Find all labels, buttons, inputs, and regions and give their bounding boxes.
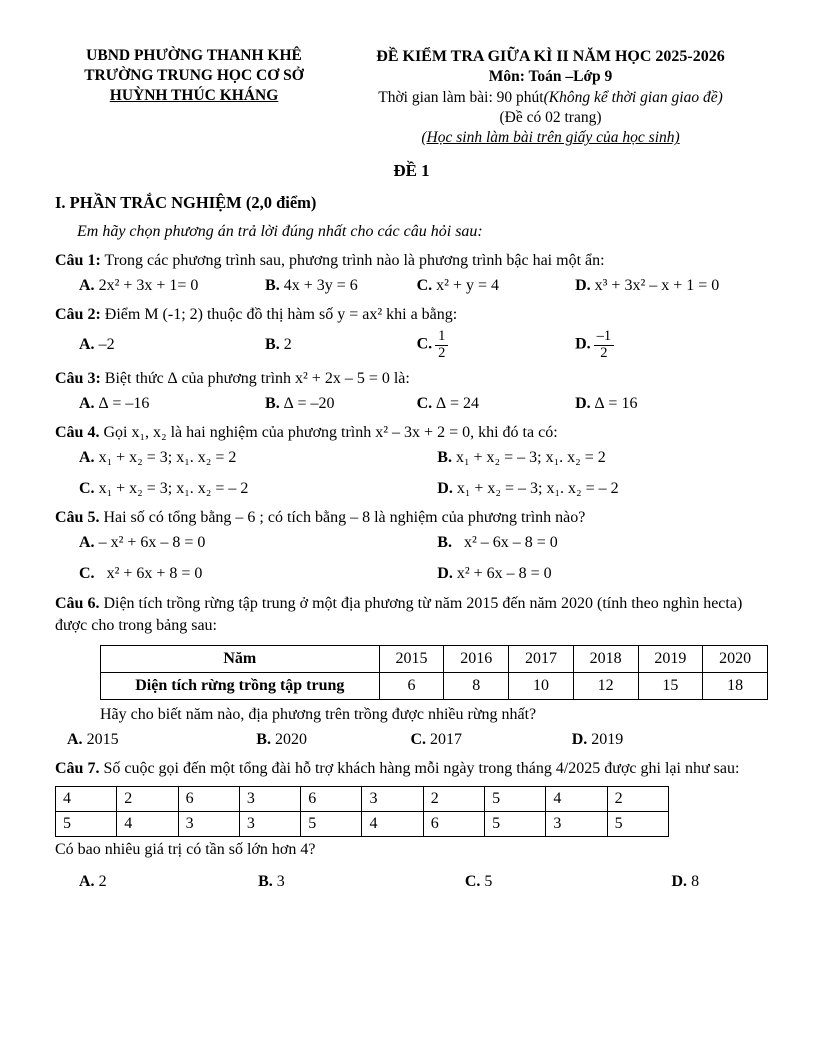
option-letter: B. <box>265 335 280 353</box>
option-a <box>79 532 437 554</box>
option-b <box>265 275 417 297</box>
data-cell: 2 <box>607 787 668 812</box>
option-text: ∆ = 24 <box>436 394 479 412</box>
data-cell: 4 <box>546 787 607 812</box>
exam-code: ĐỀ 1 <box>393 160 430 180</box>
question-stem <box>55 304 768 326</box>
options-row <box>67 729 768 751</box>
org-line-2: TRƯỜNG TRUNG HỌC CƠ SỞ <box>84 67 304 85</box>
option-text: x² – 6x – 8 = 0 <box>463 534 558 552</box>
question-text: Trong các phương trình sau, phương trình nào là phương trình bậc hai một ẩn: <box>104 252 605 270</box>
option-b <box>437 532 768 554</box>
option-letter: C. <box>464 873 481 891</box>
table-row <box>101 672 768 699</box>
option-text: x² + 6x + 8 = 0 <box>106 565 203 583</box>
data-cell: 3 <box>239 787 300 812</box>
question-6 <box>55 593 768 751</box>
option-text: – x² + 6x – 8 = 0 <box>98 534 206 552</box>
option-text: 8 <box>691 873 700 891</box>
data-cell: 4 <box>117 812 178 837</box>
year-cell: 2015 <box>379 645 444 672</box>
option-a <box>79 871 258 893</box>
exam-info-block <box>333 46 768 149</box>
option-text: x₁ + x₂ = – 3; x₁. x₂ = 2 <box>455 449 606 467</box>
value-cell: 6 <box>379 672 444 699</box>
fraction-numerator: –1 <box>594 329 615 345</box>
duration-note: (Không kể thời gian giao đề) <box>543 88 723 106</box>
option-text: 3 <box>276 873 285 891</box>
question-5 <box>55 507 768 585</box>
option-b <box>265 334 417 356</box>
option-text: x₁ + x₂ = 3; x₁. x₂ = – 2 <box>98 480 249 498</box>
option-letter: A. <box>79 449 95 467</box>
data-cell: 5 <box>301 812 362 837</box>
question-stem <box>55 507 768 529</box>
option-d <box>437 563 768 585</box>
option-text: x₁ + x₂ = – 3; x₁. x₂ = – 2 <box>456 480 619 498</box>
data-cell: 3 <box>362 787 423 812</box>
data-cell: 3 <box>239 812 300 837</box>
question-4 <box>55 422 768 500</box>
org-line-1: UBND PHƯỜNG THANH KHÊ <box>86 47 302 64</box>
data-cell: 6 <box>423 812 484 837</box>
option-text: 2x² + 3x + 1= 0 <box>98 277 199 295</box>
value-cell: 12 <box>573 672 638 699</box>
option-a <box>79 447 437 469</box>
option-c <box>417 275 575 297</box>
question-label: Câu 6. <box>55 594 100 612</box>
option-letter: D. <box>671 873 688 891</box>
fraction <box>594 329 615 360</box>
duration-text: Thời gian làm bài: 90 phút <box>378 88 544 106</box>
question-stem <box>55 593 768 637</box>
option-letter: A. <box>79 534 95 552</box>
data-cell: 4 <box>362 812 423 837</box>
subject-line: Môn: Toán –Lớp 9 <box>488 68 613 86</box>
duration-line <box>333 88 768 108</box>
option-text: x₁ + x₂ = 3; x₁. x₂ = 2 <box>98 449 237 467</box>
option-letter: C. <box>79 480 95 498</box>
data-cell: 5 <box>485 812 546 837</box>
options-row <box>79 871 768 893</box>
option-text: ∆ = 16 <box>594 394 638 412</box>
question-text: Số cuộc gọi đến một tổng đài hỗ trợ khách hàng mỗi ngày trong tháng 4/2025 được ghi lại như sau: <box>103 759 740 777</box>
question-text: Điểm M (-1; 2) thuộc đồ thị hàm số y = ax² khi a bằng: <box>104 306 458 324</box>
question-3 <box>55 368 768 415</box>
option-b <box>265 393 417 415</box>
question-label: Câu 4. <box>55 424 100 442</box>
options-grid <box>79 532 768 585</box>
section-intro: Em hãy chọn phương án trả lời đúng nhất cho các câu hỏi sau: <box>77 223 483 241</box>
table-row <box>101 645 768 672</box>
data-cell: 3 <box>546 812 607 837</box>
question-stem <box>55 758 768 780</box>
year-cell: 2017 <box>509 645 574 672</box>
option-letter: A. <box>79 394 95 412</box>
value-cell: 18 <box>703 672 768 699</box>
question-text: Diện tích trồng rừng tập trung ở một địa phương từ năm 2015 đến năm 2020 (tính theo nghìn hecta) được cho trong bảng sau: <box>55 594 743 634</box>
exam-title: ĐỀ KIỂM TRA GIỮA KÌ II NĂM HỌC 2025-2026 <box>376 48 725 65</box>
options-row <box>79 275 768 297</box>
option-text: –2 <box>98 335 115 353</box>
option-letter: B. <box>265 394 280 412</box>
fraction-denominator: 2 <box>438 344 446 361</box>
option-text: 2 <box>98 873 107 891</box>
option-text: ∆ = –20 <box>283 394 335 412</box>
option-letter: D. <box>437 565 453 583</box>
option-text: x² + y = 4 <box>436 277 499 295</box>
option-text: 2019 <box>591 730 624 748</box>
data-cell: 4 <box>56 787 117 812</box>
option-c <box>410 729 571 751</box>
school-name: HUỲNH THÚC KHÁNG <box>109 87 279 105</box>
option-a <box>79 275 265 297</box>
data-cell: 2 <box>423 787 484 812</box>
options-row <box>79 329 768 360</box>
option-d <box>575 393 768 415</box>
question-2 <box>55 304 768 361</box>
question-text: Biệt thức ∆ của phương trình x² + 2x – 5 = 0 là: <box>104 369 410 387</box>
option-b <box>437 447 768 469</box>
option-text: 2020 <box>274 730 307 748</box>
option-text: 4x + 3y = 6 <box>283 277 358 295</box>
year-cell: 2019 <box>638 645 703 672</box>
question-stem <box>55 422 768 444</box>
option-letter: D. <box>575 277 591 295</box>
table-header-cell: Năm <box>101 645 380 672</box>
table-header-cell: Diện tích rừng trồng tập trung <box>101 672 380 699</box>
option-a <box>67 729 256 751</box>
fraction-numerator: 1 <box>435 329 448 345</box>
option-letter: A. <box>79 873 95 891</box>
option-d <box>672 871 768 893</box>
table-row <box>56 812 669 837</box>
option-letter: D. <box>575 394 591 412</box>
option-letter: C. <box>416 277 433 295</box>
option-text: 2 <box>283 335 292 353</box>
option-letter: B. <box>258 873 273 891</box>
question-stem <box>55 368 768 390</box>
option-text: 5 <box>484 873 493 891</box>
question-label: Câu 2: <box>55 306 101 324</box>
pages-line: (Đề có 02 trang) <box>499 109 602 127</box>
option-d <box>437 478 768 500</box>
option-d <box>572 729 768 751</box>
sub-question: Hãy cho biết năm nào, địa phương trên trồng được nhiều rừng nhất? <box>100 705 537 723</box>
option-b <box>258 871 465 893</box>
value-cell: 10 <box>509 672 574 699</box>
data-cell: 5 <box>56 812 117 837</box>
school-block <box>55 46 333 106</box>
table-row <box>56 787 669 812</box>
forest-area-table <box>100 645 768 700</box>
section-title: I. PHẦN TRẮC NGHIỆM (2,0 điểm) <box>55 193 317 213</box>
options-row <box>79 393 768 415</box>
options-grid <box>79 447 768 500</box>
option-b <box>256 729 410 751</box>
value-cell: 8 <box>444 672 509 699</box>
fraction-denominator: 2 <box>600 344 608 361</box>
option-c <box>79 563 437 585</box>
year-cell: 2016 <box>444 645 509 672</box>
option-letter: A. <box>79 277 95 295</box>
question-label: Câu 1: <box>55 252 101 270</box>
data-cell: 2 <box>117 787 178 812</box>
data-cell: 6 <box>301 787 362 812</box>
option-letter: D. <box>571 730 588 748</box>
data-cell: 5 <box>485 787 546 812</box>
option-letter: A. <box>67 730 83 748</box>
instruction-note: (Học sinh làm bài trên giấy của học sinh) <box>421 129 680 147</box>
call-data-table <box>55 786 669 837</box>
question-stem <box>55 250 768 272</box>
option-letter: B. <box>265 277 280 295</box>
option-letter: B. <box>437 534 452 552</box>
year-cell: 2018 <box>573 645 638 672</box>
option-c <box>79 478 437 500</box>
question-label: Câu 7. <box>55 759 100 777</box>
year-cell: 2020 <box>703 645 768 672</box>
question-label: Câu 5. <box>55 509 100 527</box>
option-text: 2017 <box>430 730 463 748</box>
option-text: 2015 <box>86 730 119 748</box>
question-text: Hai số có tổng bằng – 6 ; có tích bằng – 8 là nghiệm của phương trình nào? <box>103 509 586 527</box>
option-a <box>79 393 265 415</box>
option-letter: C. <box>416 335 433 353</box>
option-d <box>575 275 768 297</box>
question-text: Gọi x₁, x₂ là hai nghiệm của phương trình x² – 3x + 2 = 0, khi đó ta có: <box>103 424 558 442</box>
data-cell: 5 <box>607 812 668 837</box>
question-label: Câu 3: <box>55 369 101 387</box>
option-c <box>465 871 672 893</box>
question-7 <box>55 758 768 893</box>
sub-question: Có bao nhiêu giá trị có tần số lớn hơn 4? <box>55 841 316 859</box>
option-letter: A. <box>79 335 95 353</box>
option-a <box>79 334 265 356</box>
data-cell: 3 <box>178 812 239 837</box>
fraction <box>435 329 448 360</box>
option-letter: C. <box>410 730 427 748</box>
option-text: ∆ = –16 <box>98 394 150 412</box>
option-letter: C. <box>79 565 95 583</box>
option-text: x³ + 3x² – x + 1 = 0 <box>594 277 720 295</box>
option-letter: B. <box>256 730 271 748</box>
option-text: x² + 6x – 8 = 0 <box>456 565 552 583</box>
option-letter: D. <box>437 480 453 498</box>
question-1 <box>55 250 768 297</box>
option-c <box>417 329 575 360</box>
option-letter: D. <box>575 335 591 353</box>
value-cell: 15 <box>638 672 703 699</box>
option-d <box>575 329 768 360</box>
option-letter: C. <box>416 394 433 412</box>
option-c <box>417 393 575 415</box>
data-cell: 6 <box>178 787 239 812</box>
option-letter: B. <box>437 449 452 467</box>
header <box>55 46 768 149</box>
